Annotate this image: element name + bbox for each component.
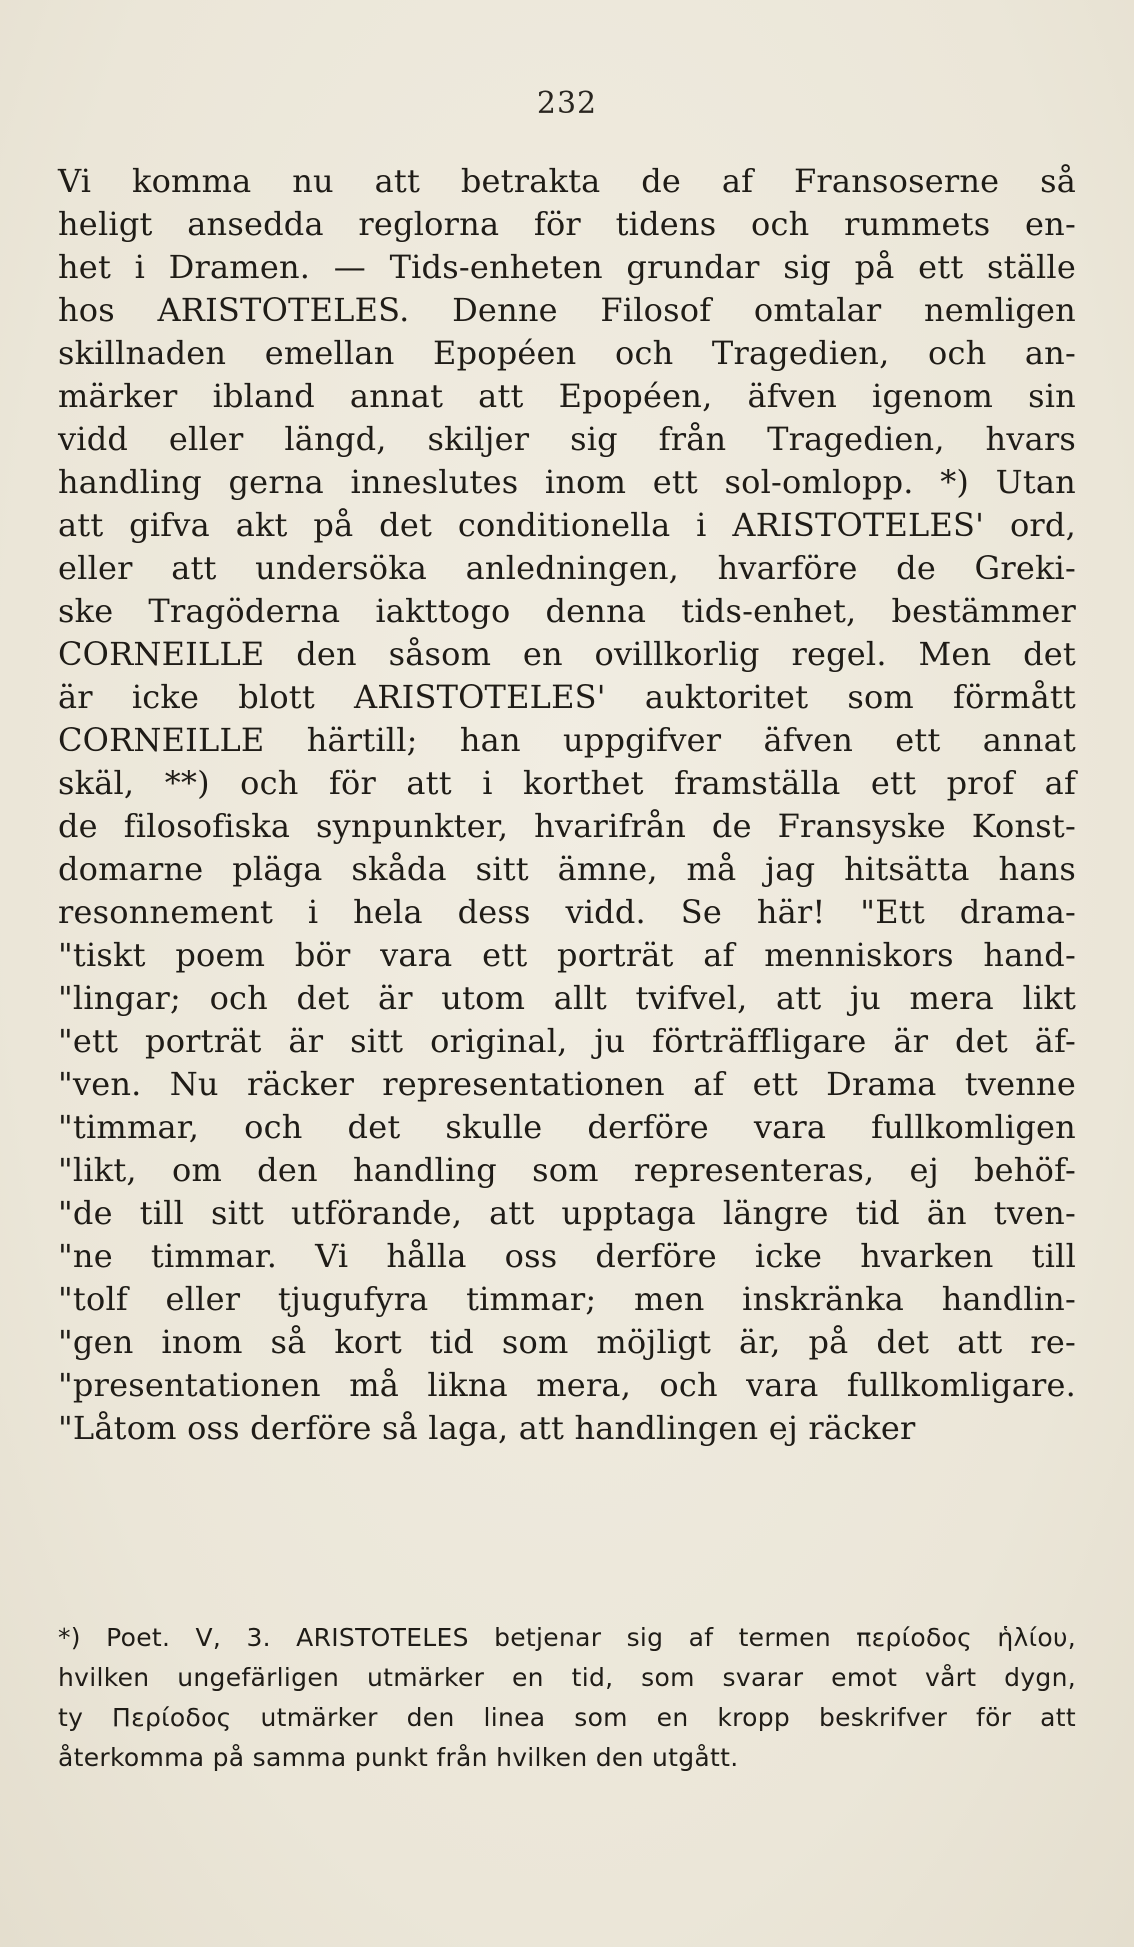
- text-line: "ven. Nu räcker representationen af ett Drama tvenne: [58, 1065, 1076, 1103]
- text-line: "Låtom oss derföre så laga, att handlingen ej räcker: [58, 1409, 916, 1447]
- text-line: hos ARISTOTELES. Denne Filosof omtalar nemligen: [58, 291, 1076, 329]
- text-line: handling gerna inneslutes inom ett sol-omlopp. *) Utan: [58, 463, 1076, 501]
- text-line: skäl, **) och för att i korthet framställa ett prof af: [58, 764, 1076, 802]
- text-line: vidd eller längd, skiljer sig från Tragedien, hvars: [58, 420, 1076, 458]
- text-line: het i Dramen. — Tids-enheten grundar sig på ett ställe: [58, 248, 1076, 286]
- footnotes: [58, 1618, 1076, 1778]
- text-line: CORNEILLE härtill; han uppgifver äfven ett annat: [58, 721, 1076, 759]
- text-line: att gifva akt på det conditionella i ARISTOTELES' ord,: [58, 506, 1076, 544]
- footnote-line: ty Περίοδος utmärker den linea som en kropp beskrifver för att: [58, 1703, 1076, 1732]
- text-line: "lingar; och det är utom allt tvifvel, att ju mera likt: [58, 979, 1076, 1017]
- text-line: "tiskt poem bör vara ett porträt af menniskors hand-: [58, 936, 1076, 974]
- text-line: "timmar, och det skulle derföre vara fullkomligen: [58, 1108, 1076, 1146]
- footnote-line: hvilken ungefärligen utmärker en tid, som svarar emot vårt dygn,: [58, 1663, 1076, 1692]
- text-line: "tolf eller tjugufyra timmar; men inskränka handlin-: [58, 1280, 1076, 1318]
- text-line: märker ibland annat att Epopéen, äfven igenom sin: [58, 377, 1076, 415]
- text-line: de filosofiska synpunkter, hvarifrån de Fransyske Konst-: [58, 807, 1076, 845]
- text-line: skillnaden emellan Epopéen och Tragedien, och an-: [58, 334, 1076, 372]
- text-line: "gen inom så kort tid som möjligt är, på det att re-: [58, 1323, 1076, 1361]
- text-line: heligt ansedda reglorna för tidens och rummets en-: [58, 205, 1076, 243]
- text-line: CORNEILLE den såsom en ovillkorlig regel. Men det: [58, 635, 1076, 673]
- footnote-line: återkomma på samma punkt från hvilken den utgått.: [58, 1743, 739, 1772]
- text-line: "likt, om den handling som representeras, ej behöf-: [58, 1151, 1076, 1189]
- text-line: är icke blott ARISTOTELES' auktoritet som förmått: [58, 678, 1076, 716]
- text-line: "presentationen må likna mera, och vara fullkomligare.: [58, 1366, 1076, 1404]
- text-line: resonnement i hela dess vidd. Se här! "Ett drama-: [58, 893, 1076, 931]
- text-line: "de till sitt utförande, att upptaga längre tid än tven-: [58, 1194, 1076, 1232]
- main-text: [58, 160, 1076, 1450]
- page-number: 232: [536, 86, 598, 121]
- text-line: Vi komma nu att betrakta de af Fransoserne så: [58, 162, 1076, 200]
- text-line: domarne pläga skåda sitt ämne, må jag hitsätta hans: [58, 850, 1076, 888]
- text-line: ske Tragöderna iakttogo denna tids-enhet, bestämmer: [58, 592, 1076, 630]
- footnote-line: *) Poet. V, 3. ARISTOTELES betjenar sig af termen περίοδος ἡλίου,: [58, 1623, 1076, 1652]
- text-line: eller att undersöka anledningen, hvarföre de Greki-: [58, 549, 1076, 587]
- text-line: "ett porträt är sitt original, ju förträffligare är det äf-: [58, 1022, 1076, 1060]
- text-line: "ne timmar. Vi hålla oss derföre icke hvarken till: [58, 1237, 1076, 1275]
